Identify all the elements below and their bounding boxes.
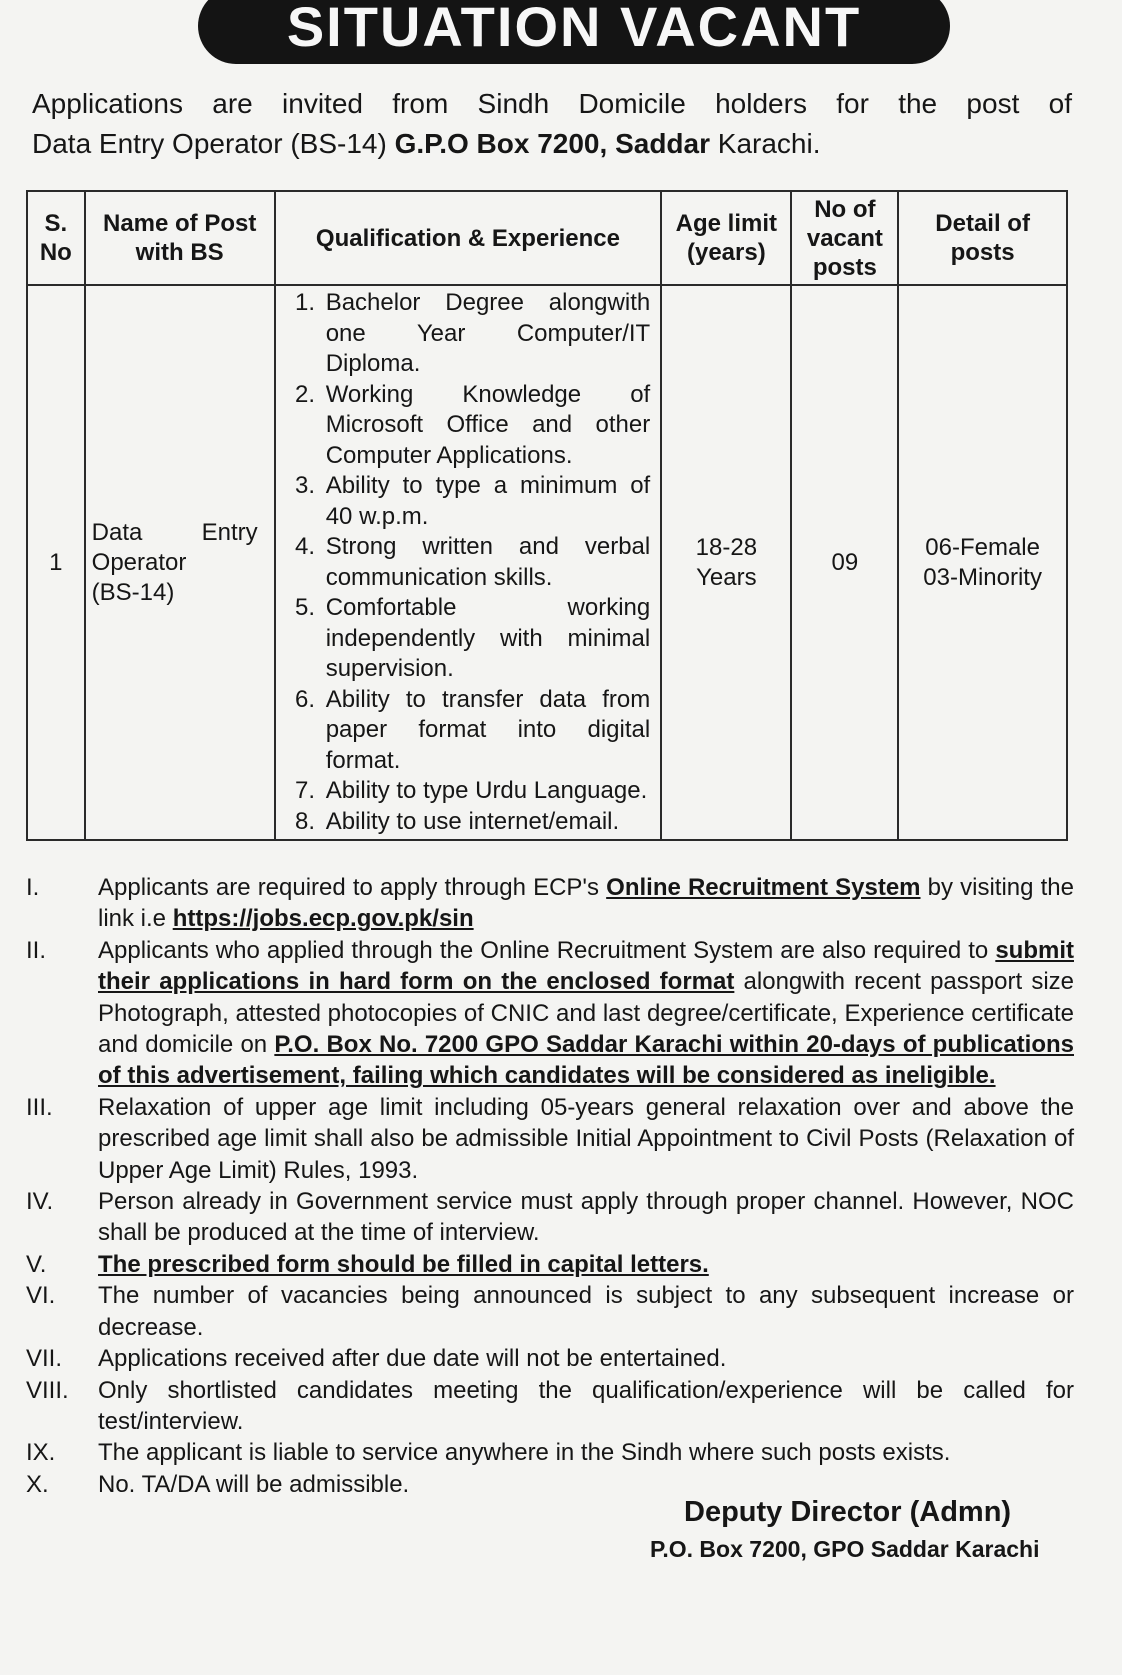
note-text: Person already in Government service must apply through proper channel. However, NOC shall be produced at the time of interview.	[98, 1188, 1074, 1247]
note-number: X.	[26, 1470, 49, 1498]
note-number: III.	[26, 1093, 53, 1121]
hard-form-requirement: submit their applications in hard form on the enclosed format	[98, 936, 1074, 996]
list-item	[26, 1343, 1074, 1374]
header-sno: S. No	[27, 191, 85, 285]
signatory-address: P.O. Box 7200, GPO Saddar Karachi	[650, 1536, 1040, 1562]
list-item	[26, 1249, 1074, 1280]
note-text: Only shortlisted candidates meeting the qualification/experience will be called for test/interview.	[98, 1376, 1074, 1435]
note-text-part: Applicants who applied through the Online Recruitment System are also required to	[98, 936, 996, 964]
note-text: No. TA/DA will be admissible.	[98, 1470, 410, 1498]
note-text: Relaxation of upper age limit including 05-years general relaxation over and above the prescribed age limit shall also be admissible Initial Appointment to Civil Posts (Relaxation of Upper Age Limit) Rules, 1993.	[98, 1093, 1074, 1184]
capital-letters-note: The prescribed form should be filled in capital letters.	[98, 1250, 709, 1278]
intro-line-1: Applications are invited from Sindh Domicile holders for the post of	[32, 88, 1072, 119]
header-name: Name of Post with BS	[85, 191, 275, 285]
qualification-item: 1. Bachelor Degree alongwith one Year Computer/IT Diploma.	[322, 288, 651, 380]
note-text: The number of vacancies being announced is subject to any subsequent increase or decrease.	[98, 1282, 1074, 1341]
online-recruitment-system: Online Recruitment System	[606, 874, 921, 901]
note-number: VIII.	[26, 1376, 69, 1404]
qualification-item: 7. Ability to type Urdu Language.	[322, 776, 651, 807]
recruitment-link[interactable]: https://jobs.ecp.gov.pk/sin	[172, 905, 474, 933]
post-name-line-2: Operator	[91, 548, 187, 576]
list-item	[26, 1437, 1074, 1468]
header-qualification: Qualification & Experience	[275, 191, 662, 285]
cell-post-name	[85, 285, 275, 840]
qualification-item: 6. Ability to transfer data from paper format into digital format.	[322, 685, 651, 777]
qualification-item: 3. Ability to type a minimum of 40 w.p.m.	[322, 471, 651, 532]
cell-post-details	[898, 285, 1067, 840]
intro-address: G.P.O Box 7200, Saddar	[394, 128, 710, 159]
note-number: IX.	[26, 1439, 56, 1467]
intro-line-2-plain: Data Entry Operator (BS-14)	[32, 128, 395, 159]
list-item	[26, 935, 1074, 1092]
note-number: V.	[26, 1250, 47, 1278]
page-title: SITUATION VACANT	[286, 0, 862, 58]
intro-line-2-end: Karachi.	[710, 128, 821, 159]
table-header-row	[27, 191, 1067, 285]
note-text: Applications received after due date will not be entertained.	[98, 1345, 727, 1373]
list-item	[26, 872, 1074, 935]
signatory-title: Deputy Director (Admn)	[684, 1496, 1012, 1528]
note-number: II.	[26, 936, 47, 964]
note-number: IV.	[26, 1188, 54, 1216]
detail-minority: 03-Minority	[923, 563, 1042, 591]
cell-sno: 1	[27, 285, 85, 840]
age-unit: Years	[696, 563, 757, 591]
list-item	[26, 1375, 1074, 1438]
intro-paragraph	[32, 84, 1072, 164]
note-number: VII.	[26, 1345, 63, 1373]
list-item	[26, 1280, 1074, 1343]
posts-table	[26, 190, 1068, 841]
header-vacant: No of vacant posts	[791, 191, 898, 285]
qualification-list	[276, 288, 657, 837]
note-text-part: Applicants are required to apply through ECP's	[98, 874, 607, 901]
post-name-line-1: Data Entry	[91, 518, 258, 546]
note-number: VI.	[26, 1282, 56, 1310]
page-title-banner	[198, 0, 950, 64]
detail-female: 06-Female	[925, 533, 1040, 561]
list-item	[26, 1186, 1074, 1249]
header-age: Age limit (years)	[661, 191, 791, 285]
note-text	[98, 1249, 1074, 1280]
age-range: 18-28	[695, 533, 758, 561]
table-row	[27, 285, 1067, 840]
cell-vacant-posts: 09	[791, 285, 898, 840]
instructions-list	[26, 872, 1074, 1500]
note-text-part: alongwith recent passport size Photograph, attested photocopies of CNIC and last degree/certificate, Experience certificate and domicile on	[98, 968, 1075, 1059]
signature-block	[650, 1492, 1050, 1566]
note-text	[98, 935, 1074, 1092]
qualification-item: 2. Working Knowledge of Microsoft Office and other Computer Applications.	[322, 380, 651, 472]
note-text: The applicant is liable to service anywhere in the Sindh where such posts exists.	[98, 1439, 951, 1467]
qualification-item: 8. Ability to use internet/email.	[322, 807, 651, 838]
cell-qualifications	[275, 285, 662, 840]
qualification-item: 4. Strong written and verbal communication skills.	[322, 532, 651, 593]
note-number: I.	[26, 874, 40, 901]
header-detail: Detail of posts	[898, 191, 1067, 285]
list-item	[26, 1092, 1074, 1186]
qualification-item: 5. Comfortable working independently with minimal supervision.	[322, 593, 651, 685]
note-text-part: by visiting the link i.e	[98, 874, 1074, 933]
post-name-line-3: (BS-14)	[91, 578, 175, 606]
cell-age-limit	[661, 285, 791, 840]
submission-deadline: P.O. Box No. 7200 GPO Saddar Karachi within 20-days of publications of this advertisement, failing which candidates will be considered as ineligible.	[98, 1031, 1074, 1090]
note-text	[98, 872, 1074, 935]
